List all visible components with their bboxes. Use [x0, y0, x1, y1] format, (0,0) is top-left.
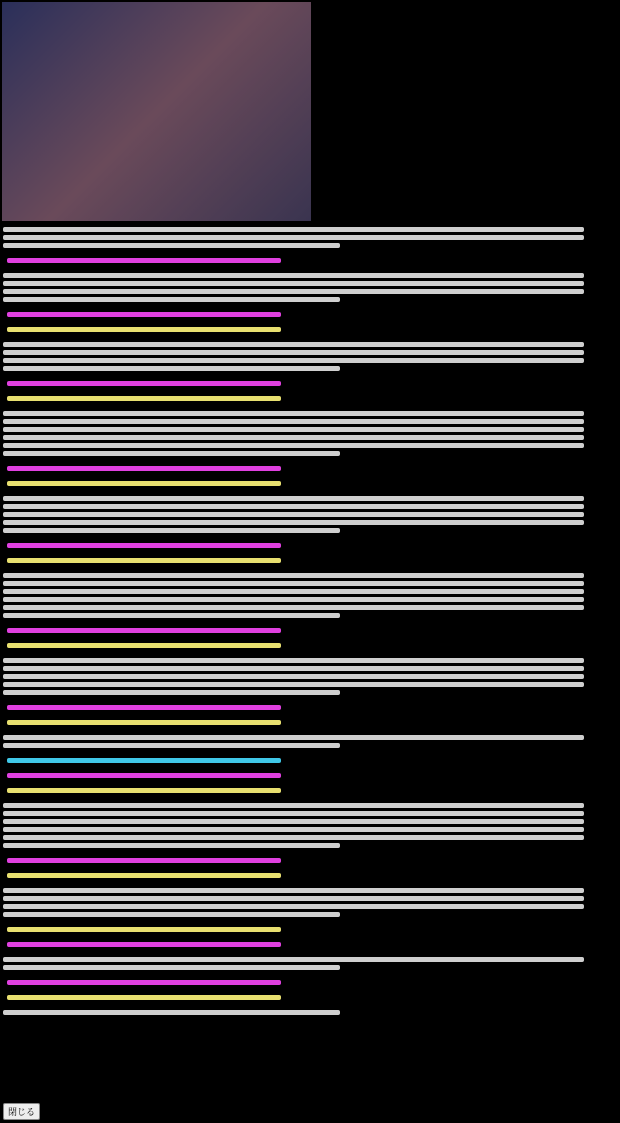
dialogue-line [3, 858, 615, 863]
text-line-placeholder [3, 504, 584, 509]
text-line-placeholder [3, 227, 584, 232]
dialogue-line [3, 705, 615, 710]
text-line-placeholder [3, 957, 584, 962]
text-line-placeholder [7, 980, 281, 985]
text-line-placeholder [7, 942, 281, 947]
illustration-placeholder [2, 2, 311, 221]
text-line-placeholder [3, 281, 584, 286]
text-line-placeholder [7, 466, 281, 471]
text-line-placeholder [3, 912, 340, 917]
dialogue-line [3, 995, 615, 1000]
narration-block [3, 803, 615, 848]
text-line-placeholder [7, 858, 281, 863]
text-line-placeholder [3, 512, 584, 517]
text-line-placeholder [7, 758, 281, 763]
text-line-placeholder [3, 589, 584, 594]
dialogue-line [3, 773, 615, 778]
text-line-placeholder [3, 803, 584, 808]
dialogue-line [3, 258, 615, 263]
text-line-placeholder [3, 581, 584, 586]
text-line-placeholder [3, 896, 584, 901]
narration-block [3, 227, 615, 248]
narration-block [3, 735, 615, 748]
text-line-placeholder [3, 427, 584, 432]
text-line-placeholder [3, 827, 584, 832]
text-line-placeholder [3, 811, 584, 816]
text-line-placeholder [7, 995, 281, 1000]
text-line-placeholder [3, 366, 340, 371]
text-line-placeholder [3, 965, 340, 970]
narration-block [3, 496, 615, 533]
dialogue-line [3, 312, 615, 317]
text-line-placeholder [3, 658, 584, 663]
text-line-placeholder [7, 258, 281, 263]
text-line-placeholder [3, 674, 584, 679]
text-line-placeholder [3, 605, 584, 610]
text-line-placeholder [3, 682, 584, 687]
dialogue-line [3, 396, 615, 401]
text-line-placeholder [3, 735, 584, 740]
text-line-placeholder [7, 312, 281, 317]
dialogue-line [3, 873, 615, 878]
text-line-placeholder [3, 350, 584, 355]
text-line-placeholder [3, 904, 584, 909]
close-button[interactable]: 閉じる [3, 1103, 40, 1120]
text-line-placeholder [7, 558, 281, 563]
text-line-placeholder [3, 419, 584, 424]
dialogue-line [3, 788, 615, 793]
text-line-placeholder [3, 235, 584, 240]
dialogue-line [3, 481, 615, 486]
text-line-placeholder [7, 705, 281, 710]
text-line-placeholder [3, 289, 584, 294]
narration-block [3, 658, 615, 695]
text-line-placeholder [3, 597, 584, 602]
text-line-placeholder [3, 1010, 340, 1015]
text-line-placeholder [3, 528, 340, 533]
narration-block [3, 273, 615, 302]
narration-block [3, 1010, 615, 1015]
text-line-placeholder [3, 743, 340, 748]
text-line-placeholder [3, 835, 584, 840]
narration-block [3, 411, 615, 456]
text-line-placeholder [3, 297, 340, 302]
text-line-placeholder [3, 411, 584, 416]
dialogue-line [3, 466, 615, 471]
text-line-placeholder [7, 543, 281, 548]
text-line-placeholder [7, 481, 281, 486]
text-line-placeholder [3, 843, 340, 848]
dialogue-line [3, 543, 615, 548]
dialogue-line [3, 980, 615, 985]
text-line-placeholder [3, 690, 340, 695]
dialogue-line [3, 942, 615, 947]
text-line-placeholder [3, 451, 340, 456]
narration-block [3, 888, 615, 917]
text-line-placeholder [3, 435, 584, 440]
text-line-placeholder [7, 396, 281, 401]
text-line-placeholder [3, 273, 584, 278]
narration-block [3, 573, 615, 618]
text-line-placeholder [7, 773, 281, 778]
text-line-placeholder [3, 573, 584, 578]
text-line-placeholder [7, 927, 281, 932]
dialogue-line [3, 381, 615, 386]
text-line-placeholder [7, 628, 281, 633]
dialogue-line [3, 643, 615, 648]
text-line-placeholder [3, 243, 340, 248]
dialogue-line [3, 327, 615, 332]
text-line-placeholder [7, 381, 281, 386]
story-text [3, 224, 615, 1025]
dialogue-line [3, 628, 615, 633]
text-line-placeholder [7, 643, 281, 648]
text-line-placeholder [3, 666, 584, 671]
text-line-placeholder [7, 327, 281, 332]
text-line-placeholder [7, 720, 281, 725]
text-line-placeholder [3, 613, 340, 618]
narration-block [3, 342, 615, 371]
text-line-placeholder [3, 443, 584, 448]
narration-block [3, 957, 615, 970]
text-line-placeholder [3, 358, 584, 363]
text-line-placeholder [3, 496, 584, 501]
text-line-placeholder [3, 342, 584, 347]
text-line-placeholder [3, 819, 584, 824]
text-line-placeholder [7, 873, 281, 878]
dialogue-line [3, 758, 615, 763]
dialogue-line [3, 720, 615, 725]
text-line-placeholder [7, 788, 281, 793]
dialogue-line [3, 927, 615, 932]
text-line-placeholder [3, 888, 584, 893]
text-line-placeholder [3, 520, 584, 525]
dialogue-line [3, 558, 615, 563]
